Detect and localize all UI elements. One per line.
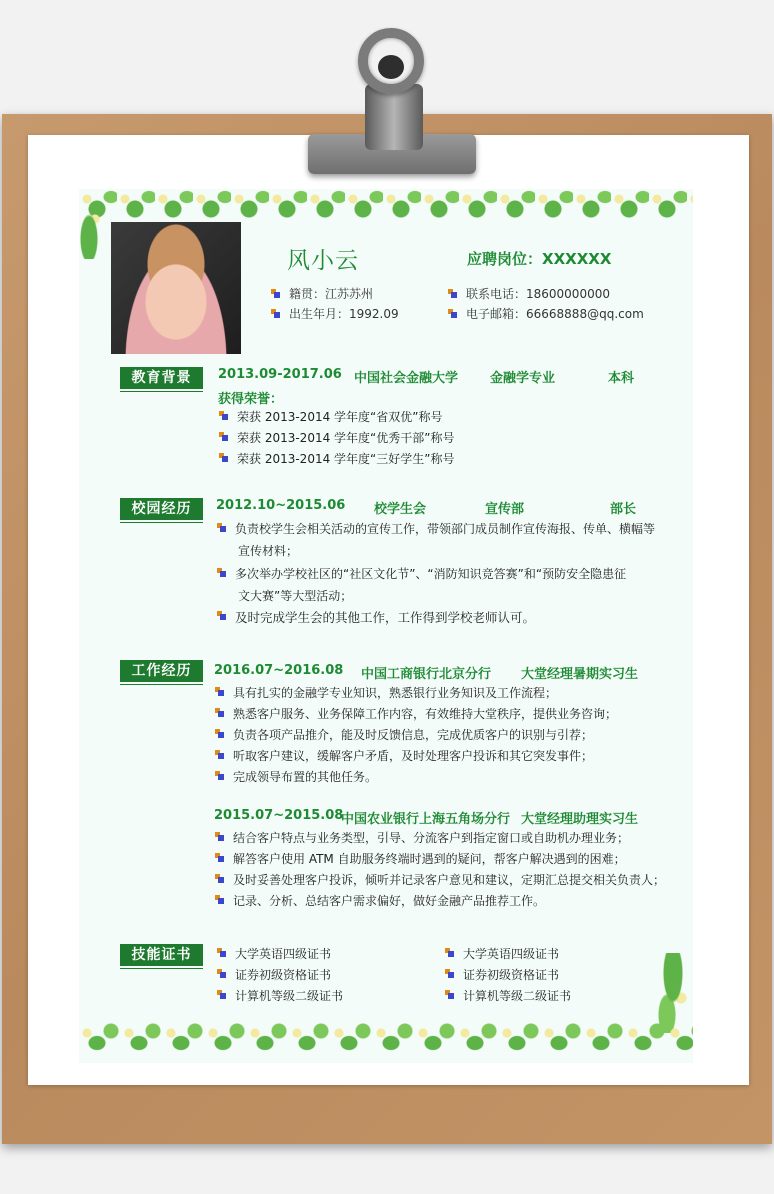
list-item: 听取客户建议，缓解客户矛盾，及时处理客户投诉和其它突发事件； (215, 747, 593, 764)
info-birth: 出生年月：1992.09 (271, 305, 399, 322)
campus-period: 2012.10~2015.06 (216, 498, 346, 513)
paper-clip-bar (365, 84, 423, 150)
list-item-continuation: 宣传材料； (238, 544, 299, 558)
list-item: 及时完成学生会的其他工作，工作得到学校老师认可。 (217, 608, 535, 626)
job2-company: 中国农业银行上海五角场分行 (341, 812, 511, 827)
education-school: 中国社会金融大学 (354, 371, 459, 386)
list-item: 记录、分析、总结客户需求偏好，做好金融产品推荐工作。 (215, 892, 545, 909)
bullet-icon (215, 687, 224, 696)
bullet-icon (215, 895, 224, 904)
vine-right-decoration (653, 953, 693, 1033)
education-period: 2013.09-2017.06 (218, 367, 342, 382)
list-item: 负责校学生会相关活动的宣传工作，带领部门成员制作宣传海报、传单、横幅等 (217, 520, 655, 537)
bullet-icon (217, 568, 226, 577)
list-item: 完成领导布置的其他任务。 (215, 768, 377, 785)
vine-bottom-decoration (79, 1023, 693, 1063)
list-item: 负责各项产品推介，能及时反馈信息，完成优质客户的识别与引荐； (215, 726, 593, 743)
info-phone: 联系电话：18600000000 (448, 285, 610, 302)
bullet-icon (215, 750, 224, 759)
bullet-icon (215, 729, 224, 738)
campus-org: 校学生会 (374, 502, 427, 517)
bullet-icon (217, 990, 226, 999)
job1-company: 中国工商银行北京分行 (361, 667, 492, 682)
bullet-icon (219, 453, 228, 462)
section-skills-title: 技能证书 (120, 944, 203, 966)
job2-period: 2015.07~2015.08 (214, 808, 344, 823)
list-item: 荣获 2013-2014 学年度“三好学生”称号 (219, 450, 454, 467)
list-item: 计算机等级二级证书 (445, 987, 571, 1004)
bullet-icon (215, 853, 224, 862)
list-item: 多次举办学校社区的“社区文化节”、“消防知识竞答赛”和“预防安全隐患征 (217, 565, 626, 582)
bullet-icon (271, 309, 280, 318)
bullet-icon (217, 969, 226, 978)
candidate-name: 风小云 (287, 248, 359, 274)
bullet-icon (217, 611, 226, 620)
bullet-icon (445, 969, 454, 978)
job1-role: 大堂经理暑期实习生 (521, 667, 639, 682)
bullet-icon (215, 771, 224, 780)
list-item: 证券初级资格证书 (217, 966, 331, 983)
bullet-icon (445, 990, 454, 999)
info-native-place: 籍贯：江苏苏州 (271, 285, 373, 302)
list-item: 证券初级资格证书 (445, 966, 559, 983)
campus-dept: 宣传部 (485, 502, 525, 517)
section-education-title: 教育背景 (120, 367, 203, 389)
list-item: 熟悉客户服务、业务保障工作内容，有效维持大堂秩序，提供业务咨询； (215, 705, 617, 722)
list-item: 荣获 2013-2014 学年度“优秀干部”称号 (219, 429, 454, 446)
bullet-icon (445, 948, 454, 957)
list-item: 大学英语四级证书 (445, 945, 559, 962)
list-item: 具有扎实的金融学专业知识，熟悉银行业务知识及工作流程； (215, 684, 557, 701)
bullet-icon (217, 523, 226, 532)
education-degree: 本科 (608, 371, 635, 386)
bullet-icon (219, 411, 228, 420)
list-item-continuation: 文大赛”等大型活动； (238, 589, 353, 603)
list-item: 结合客户特点与业务类型，引导、分流客户到指定窗口或自助机办理业务； (215, 829, 629, 846)
bullet-icon (215, 874, 224, 883)
list-item: 大学英语四级证书 (217, 945, 331, 962)
bullet-icon (215, 832, 224, 841)
bullet-icon (448, 309, 457, 318)
info-email: 电子邮箱：66668888@qq.com (448, 305, 644, 322)
education-major: 金融学专业 (490, 371, 556, 386)
paper-clip-hole (378, 55, 404, 79)
bullet-icon (217, 948, 226, 957)
job2-role: 大堂经理助理实习生 (521, 812, 639, 827)
honors-title: 获得荣誉： (218, 392, 284, 407)
campus-role: 部长 (610, 502, 637, 517)
vine-top-decoration (79, 189, 693, 223)
bullet-icon (215, 708, 224, 717)
list-item: 计算机等级二级证书 (217, 987, 343, 1004)
job1-period: 2016.07~2016.08 (214, 663, 344, 678)
list-item: 及时妥善处理客户投诉，倾听并记录客户意见和建议，定期汇总提交相关负责人； (215, 871, 665, 888)
list-item: 荣获 2013-2014 学年度“省双优”称号 (219, 408, 442, 425)
bullet-icon (219, 432, 228, 441)
bullet-icon (448, 289, 457, 298)
vine-left-decoration (79, 189, 107, 259)
list-item: 解答客户使用 ATM 自助服务终端时遇到的疑问，帮客户解决遇到的困难； (215, 850, 626, 867)
applied-position: 应聘岗位：XXXXXX (467, 250, 612, 268)
profile-photo (111, 222, 241, 354)
bullet-icon (271, 289, 280, 298)
section-work-title: 工作经历 (120, 660, 203, 682)
section-campus-title: 校园经历 (120, 498, 203, 520)
